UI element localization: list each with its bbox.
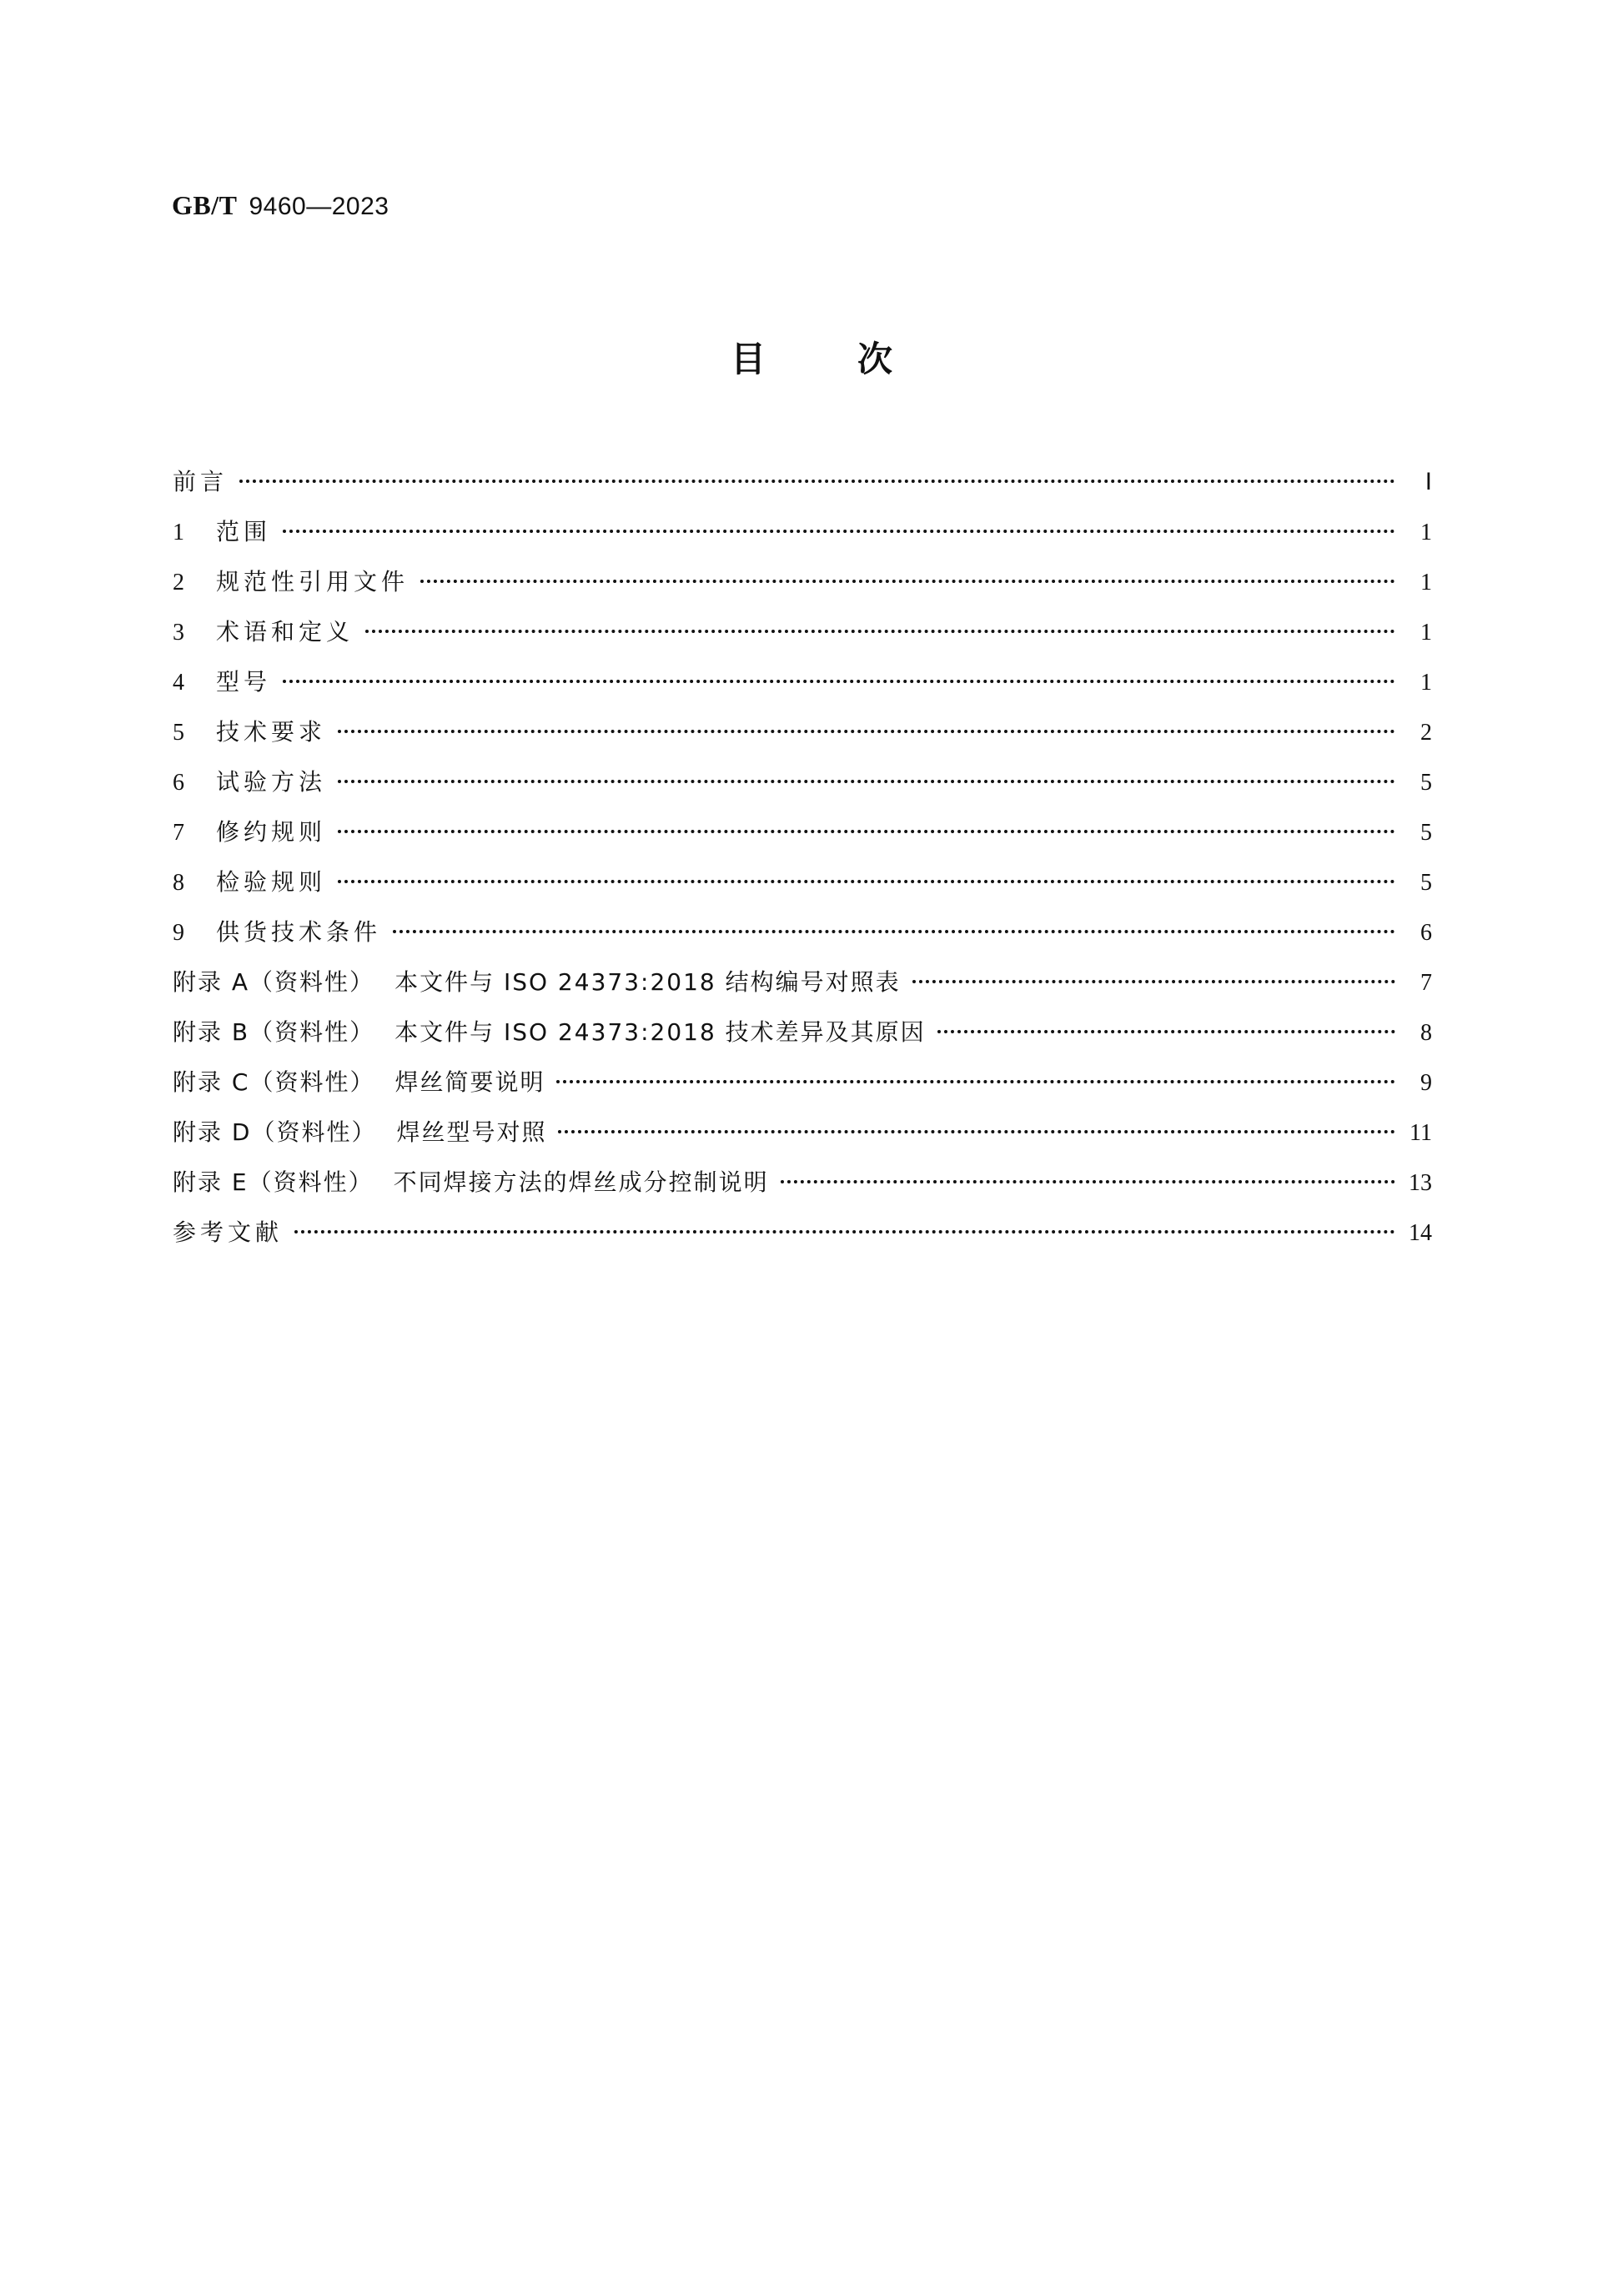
toc-page-number: 5: [1420, 770, 1432, 796]
toc-entry-7[interactable]: [173, 814, 1432, 864]
toc-section-number: 2: [173, 570, 184, 595]
toc-entry-bibliography[interactable]: [173, 1214, 1432, 1264]
toc-annex-label: 附录 E（资料性）: [173, 1168, 374, 1196]
toc-section-number: 7: [173, 820, 184, 846]
toc-entry-5[interactable]: [173, 714, 1432, 764]
dot-leader: [338, 730, 1395, 733]
toc-entry-text: 参考文献: [173, 1218, 284, 1246]
toc-entry-text: 焊丝型号对照: [396, 1118, 547, 1146]
toc-entry-text: 修约规则: [216, 818, 327, 846]
toc-page-number: 5: [1420, 820, 1432, 846]
toc-entry-1[interactable]: [173, 514, 1432, 564]
toc-entry-8[interactable]: [173, 864, 1432, 914]
toc-section-number: 4: [173, 670, 184, 696]
dot-leader: [781, 1180, 1395, 1183]
toc-entry-text: 术语和定义: [216, 618, 354, 646]
toc-section-number: 5: [173, 720, 184, 746]
toc-page-number: 11: [1409, 1120, 1432, 1146]
dot-leader: [556, 1080, 1395, 1083]
dot-leader: [338, 880, 1395, 883]
table-of-contents: [173, 464, 1432, 1264]
dot-leader: [365, 630, 1395, 633]
dot-leader: [912, 980, 1395, 983]
toc-entry-text: 供货技术条件: [216, 918, 382, 946]
toc-page-number: 9: [1420, 1070, 1432, 1096]
toc-entry-text: 本文件与 ISO 24373:2018 技术差异及其原因: [394, 1018, 926, 1046]
toc-entry-text: 试验方法: [216, 768, 327, 796]
toc-entry-3[interactable]: [173, 614, 1432, 664]
dot-leader: [338, 780, 1395, 783]
toc-page-number: 1: [1420, 570, 1432, 595]
toc-section-number: 3: [173, 620, 184, 646]
toc-entry-6[interactable]: [173, 764, 1432, 814]
standard-number: 9460—2023: [249, 193, 389, 220]
dot-leader: [294, 1230, 1395, 1233]
toc-section-number: 6: [173, 770, 184, 796]
toc-entry-annex-b[interactable]: [173, 1014, 1432, 1064]
toc-page-number: 1: [1420, 620, 1432, 646]
standard-prefix: GB/T: [172, 190, 238, 220]
toc-entry-text: 不同焊接方法的焊丝成分控制说明: [393, 1168, 769, 1196]
toc-annex-label: 附录 B（资料性）: [173, 1018, 375, 1046]
toc-page-number: 1: [1420, 520, 1432, 545]
dot-leader: [937, 1030, 1395, 1033]
toc-page-number: 8: [1420, 1020, 1432, 1046]
toc-entry-4[interactable]: [173, 664, 1432, 714]
toc-entry-text: 焊丝简要说明: [394, 1068, 545, 1096]
dot-leader: [338, 830, 1395, 833]
toc-entry-annex-a[interactable]: [173, 964, 1432, 1014]
toc-page-number: 5: [1420, 870, 1432, 896]
toc-entry-foreword[interactable]: [173, 464, 1432, 514]
dot-leader: [420, 580, 1395, 583]
toc-section-number: 9: [173, 920, 184, 946]
toc-entry-annex-c[interactable]: [173, 1064, 1432, 1114]
toc-section-number: 8: [173, 870, 184, 896]
dot-leader: [283, 680, 1395, 683]
dot-leader: [393, 930, 1395, 933]
standard-code: [172, 190, 389, 221]
dot-leader: [239, 480, 1395, 483]
toc-page-number: 6: [1420, 920, 1432, 946]
toc-entry-text: 技术要求: [216, 718, 327, 746]
toc-entry-text: 检验规则: [216, 868, 327, 896]
toc-entry-annex-e[interactable]: [173, 1164, 1432, 1214]
toc-entry-text: 本文件与 ISO 24373:2018 结构编号对照表: [394, 968, 901, 996]
toc-page-number: 13: [1409, 1170, 1432, 1196]
toc-entry-text: 范围: [216, 518, 272, 545]
toc-page-number: 14: [1409, 1220, 1432, 1246]
toc-annex-label: 附录 C（资料性）: [173, 1068, 375, 1096]
toc-entry-9[interactable]: [173, 914, 1432, 964]
toc-page-number: 7: [1420, 970, 1432, 996]
toc-page-number: Ⅰ: [1425, 470, 1432, 495]
toc-entry-text: 型号: [216, 668, 272, 696]
toc-entry-text: 规范性引用文件: [216, 568, 410, 595]
toc-entry-text: 前言: [173, 468, 229, 495]
dot-leader: [558, 1130, 1395, 1133]
page-title: 目次: [730, 339, 984, 379]
dot-leader: [283, 530, 1395, 533]
toc-annex-label: 附录 A（资料性）: [173, 968, 375, 996]
toc-entry-2[interactable]: [173, 564, 1432, 614]
toc-page-number: 1: [1420, 670, 1432, 696]
toc-annex-label: 附录 D（资料性）: [173, 1118, 377, 1146]
toc-page-number: 2: [1420, 720, 1432, 746]
toc-entry-annex-d[interactable]: [173, 1114, 1432, 1164]
toc-section-number: 1: [173, 520, 184, 545]
